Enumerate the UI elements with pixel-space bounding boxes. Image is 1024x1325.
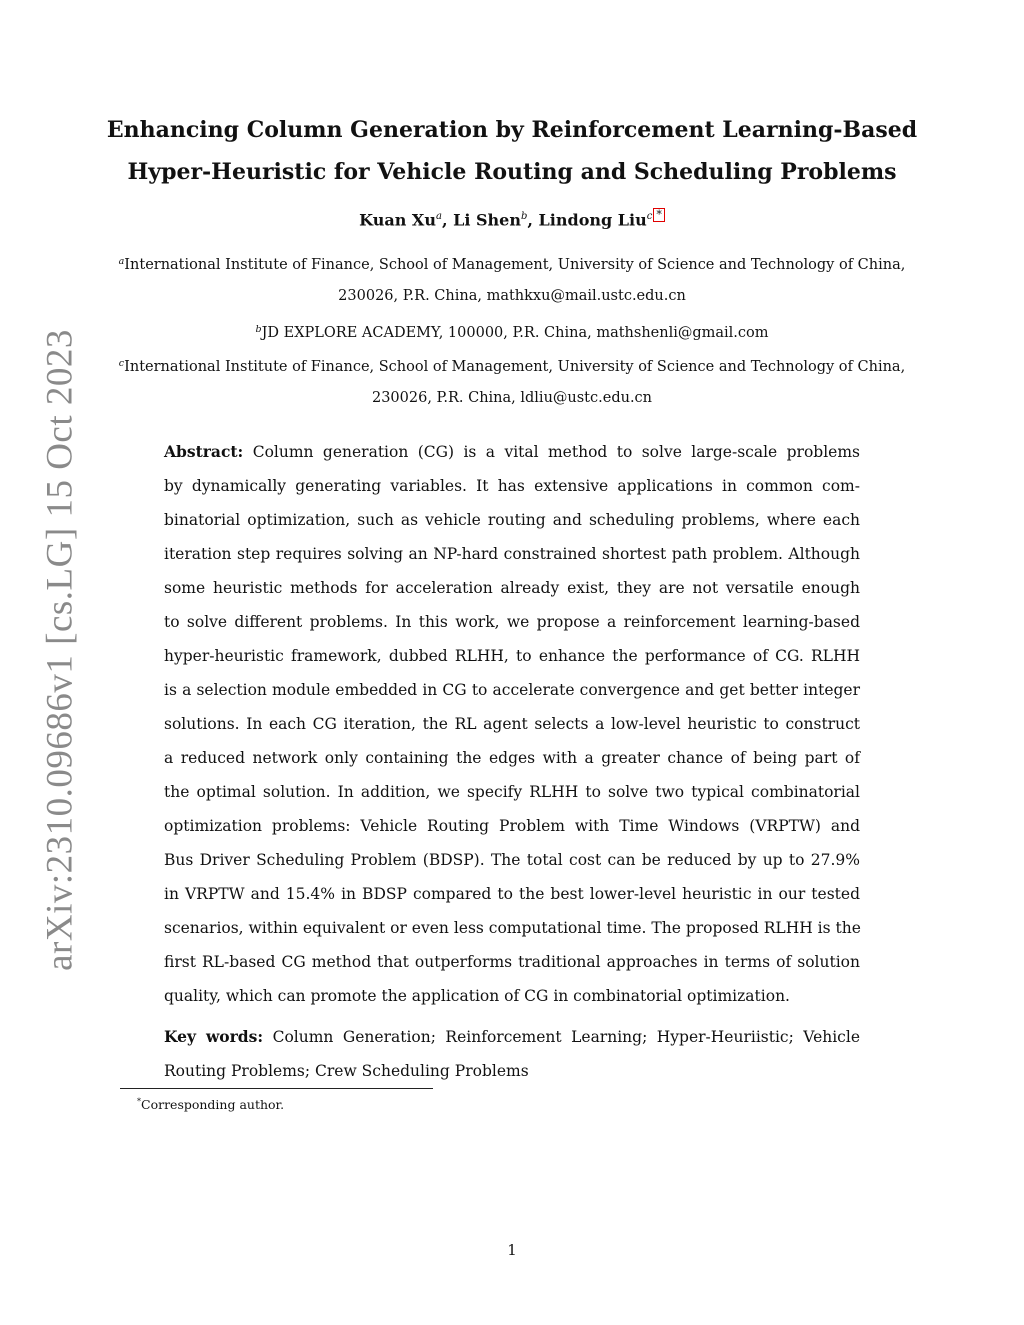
keywords	[164, 1020, 860, 1088]
arxiv-identifier-stamp: arXiv:2310.09686v1 [cs.LG] 15 Oct 2023	[39, 329, 81, 971]
affiliation-b	[96, 320, 928, 343]
abstract-line: optimization problems: Vehicle Routing Problem with Time Windows (VRPTW) and	[164, 817, 860, 835]
affil-mark: c	[118, 358, 125, 369]
abstract-line: Bus Driver Scheduling Problem (BDSP). The total cost can be reduced by up to 27.9%	[164, 851, 860, 869]
abstract-line: scenarios, within equivalent or even less computational time. The proposed RLHH is the	[164, 919, 861, 937]
abstract-line: first RL-based CG method that outperforms traditional approaches in terms of solution	[164, 953, 860, 971]
author-name: Li Shen	[453, 210, 521, 230]
affil-mark: b	[255, 324, 262, 335]
affiliation-a-line-2: 230026, P.R. China, mathkxu@mail.ustc.edu.cn	[338, 288, 686, 304]
abstract-line: quality, which can promote the application of CG in combinatorial optimization.	[164, 987, 790, 1005]
author-affil-mark: a	[435, 211, 442, 222]
footnote-divider	[120, 1088, 433, 1089]
author-name: Lindong Liu	[538, 210, 647, 230]
abstract-line: a reduced network only containing the edges with a greater chance of being part of	[164, 749, 860, 767]
keywords-line	[164, 1020, 860, 1054]
abstract	[164, 435, 860, 1013]
abstract-line: hyper-heuristic framework, dubbed RLHH, to enhance the performance of CG. RLHH	[164, 647, 860, 665]
affiliation-a-line-1	[96, 252, 928, 275]
abstract-label: Abstract:	[164, 442, 244, 461]
author-list	[96, 206, 928, 231]
abstract-line: iteration step requires solving an NP-hard constrained shortest path problem. Although	[164, 545, 860, 563]
author-separator: ,	[527, 210, 539, 230]
footnote-mark: *	[137, 1097, 141, 1106]
affil-mark: a	[118, 256, 125, 267]
author-affil-mark: b	[521, 211, 528, 222]
keywords-text: Column Generation; Reinforcement Learning; Hyper-Heuriistic; Vehicle	[272, 1028, 860, 1046]
page-number: 1	[507, 1241, 517, 1259]
abstract-line: by dynamically generating variables. It has extensive applications in common com-	[164, 477, 860, 495]
abstract-line: binatorial optimization, such as vehicle routing and scheduling problems, where each	[164, 511, 860, 529]
paper-title-line-2: Hyper-Heuristic for Vehicle Routing and Scheduling Problems	[127, 159, 897, 185]
abstract-line: solutions. In each CG iteration, the RL agent selects a low-level heuristic to construct	[164, 715, 860, 733]
footnote-text: Corresponding author.	[141, 1097, 285, 1112]
affil-text: JD EXPLORE ACADEMY, 100000, P.R. China, mathshenli@gmail.com	[261, 325, 769, 341]
affiliation-c-line-1	[96, 354, 928, 377]
author-separator: ,	[441, 210, 454, 230]
affil-text: International Institute of Finance, School of Management, University of Science and Technology of China,	[124, 359, 906, 375]
abstract-line: in VRPTW and 15.4% in BDSP compared to the best lower-level heuristic in our tested	[164, 885, 860, 903]
author-name: Kuan Xu	[359, 210, 436, 230]
keywords-line: Routing Problems; Crew Scheduling Problems	[164, 1062, 529, 1080]
keywords-label: Key words:	[164, 1027, 264, 1046]
footnote	[137, 1094, 284, 1113]
abstract-line: the optimal solution. In addition, we specify RLHH to solve two typical combinatorial	[164, 783, 860, 801]
corresponding-author-link[interactable]: *	[653, 208, 665, 222]
abstract-line	[164, 435, 860, 469]
abstract-line: to solve different problems. In this work, we propose a reinforcement learning-based	[164, 613, 860, 631]
affiliation-c-line-2: 230026, P.R. China, ldliu@ustc.edu.cn	[371, 390, 653, 406]
paper-title-line-1: Enhancing Column Generation by Reinforcement Learning-Based	[106, 117, 918, 143]
abstract-line: is a selection module embedded in CG to accelerate convergence and get better integer	[164, 681, 860, 699]
abstract-text: Column generation (CG) is a vital method to solve large-scale problems	[252, 443, 860, 461]
affil-text: International Institute of Finance, School of Management, University of Science and Technology of China,	[124, 257, 906, 273]
author-affil-mark: c	[646, 211, 653, 222]
abstract-line: some heuristic methods for acceleration already exist, they are not versatile enough	[164, 579, 860, 597]
